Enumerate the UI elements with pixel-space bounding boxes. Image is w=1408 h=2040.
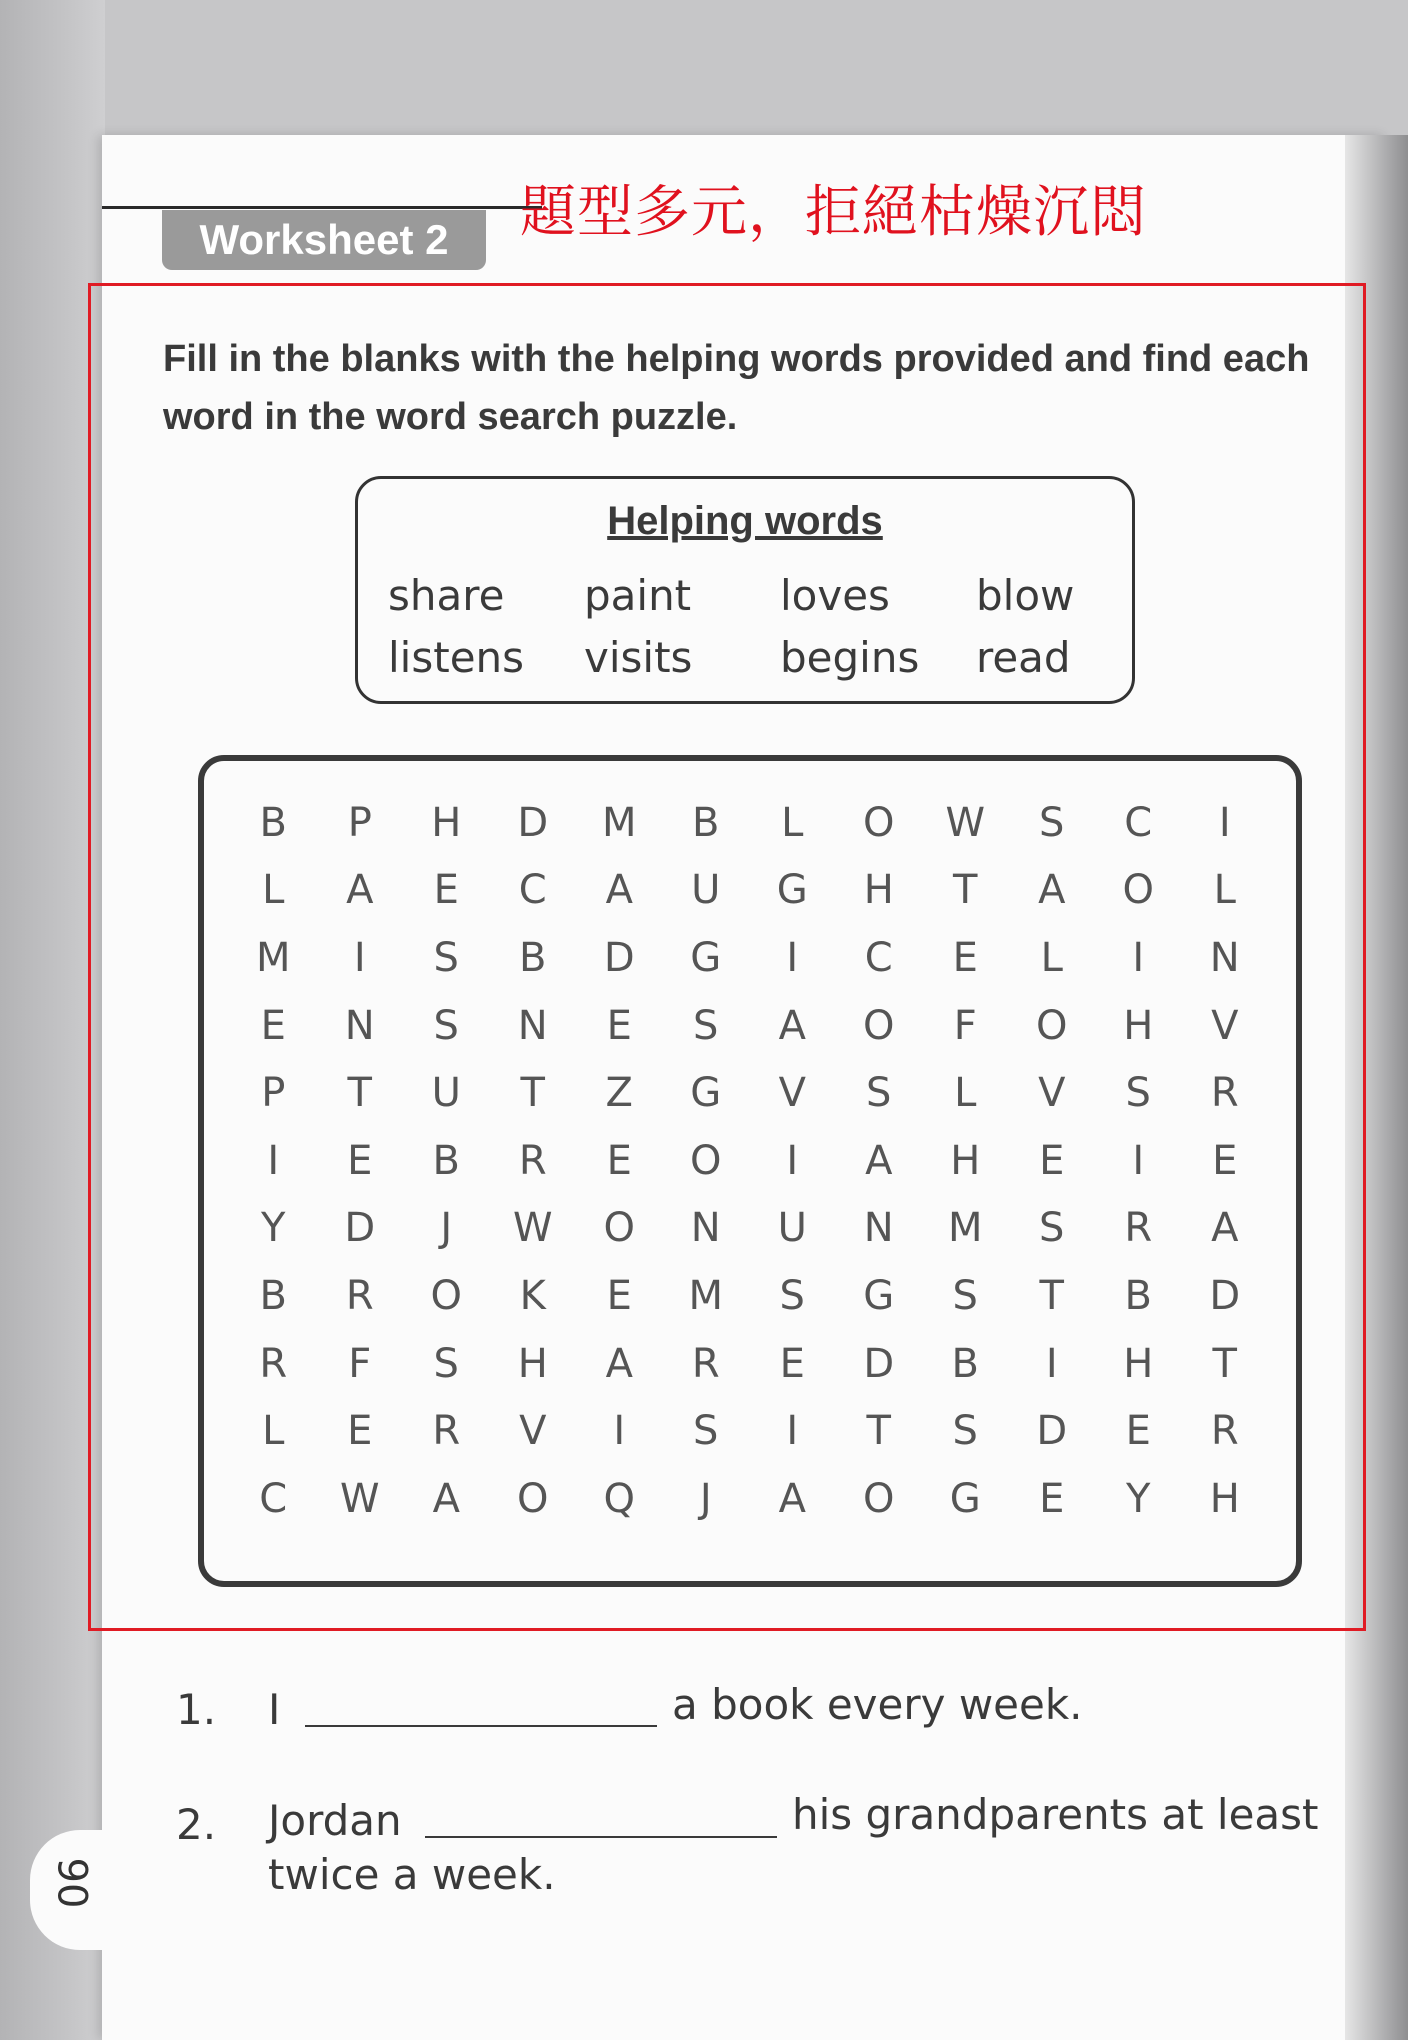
instructions: Fill in the blanks with the helping words provided and find each word in the word search puzzle. [163,338,1310,438]
puzzle-letter: A [432,1475,460,1522]
puzzle-letter: S [866,1070,892,1117]
puzzle-letter: N [690,1205,721,1252]
puzzle-letter: E [779,1340,805,1387]
puzzle-letter: A [1038,867,1066,914]
puzzle-letter: E [347,1137,373,1184]
puzzle-letter: H [517,1340,548,1387]
question-text-after: his grandparents at least [792,1790,1319,1839]
puzzle-letter: D [863,1340,895,1387]
answer-blank[interactable] [425,1836,777,1838]
puzzle-letter: N [517,1002,548,1049]
puzzle-letter: E [433,867,459,914]
puzzle-letter: F [348,1340,372,1387]
puzzle-letter: O [517,1475,549,1522]
puzzle-letter: H [863,867,894,914]
puzzle-letter: B [519,934,547,981]
puzzle-letter: O [430,1272,462,1319]
puzzle-letter: A [346,867,374,914]
puzzle-letter: T [347,1070,372,1117]
helping-words-list [388,571,1088,683]
puzzle-letter: S [433,1002,459,1049]
puzzle-letter: O [863,799,895,846]
puzzle-letter: B [259,799,287,846]
helping-word: share [388,571,505,620]
helping-word: begins [780,633,920,682]
red-annotation: 題型多元，拒絕枯燥沉悶 [520,180,1147,245]
puzzle-letter: S [693,1002,719,1049]
puzzle-letter: R [1210,1408,1239,1455]
helping-word: paint [584,571,692,620]
answer-blank[interactable] [305,1725,657,1727]
puzzle-letter: O [1122,867,1154,914]
puzzle-letter: O [690,1137,722,1184]
puzzle-letter: R [432,1408,461,1455]
puzzle-letter: Y [261,1205,286,1252]
puzzle-letter: J [440,1205,453,1252]
puzzle-letter: S [779,1272,805,1319]
puzzle-letter: G [863,1272,895,1319]
puzzle-letter: R [691,1340,720,1387]
puzzle-letter: M [947,1205,983,1252]
question-number: 1. [176,1685,217,1734]
puzzle-letter: L [781,799,804,846]
puzzle-letter: D [603,934,635,981]
puzzle-letter: T [953,867,978,914]
puzzle-letter: J [699,1475,712,1522]
helping-word: listens [388,633,525,682]
puzzle-letter: E [260,1002,286,1049]
puzzle-letter: C [259,1475,288,1522]
puzzle-letter: A [605,867,633,914]
puzzle-letter: V [778,1070,806,1117]
puzzle-letter: G [690,934,722,981]
word-search-puzzle [198,755,1302,1587]
puzzle-letter: Q [603,1475,635,1522]
helping-word: read [976,633,1071,682]
puzzle-letter: A [605,1340,633,1387]
puzzle-letter: B [1124,1272,1152,1319]
puzzle-letter: E [606,1272,632,1319]
puzzle-letter: I [786,934,799,981]
puzzle-letter: H [950,1137,981,1184]
puzzle-letter: P [261,1070,286,1117]
puzzle-letter: H [1123,1002,1154,1049]
puzzle-letter: F [953,1002,977,1049]
puzzle-letter: B [432,1137,460,1184]
puzzle-letter: S [693,1408,719,1455]
puzzle-letter: G [949,1475,981,1522]
puzzle-letter: O [603,1205,635,1252]
puzzle-letter: B [692,799,720,846]
puzzle-letter: A [778,1002,806,1049]
puzzle-letter: T [1039,1272,1064,1319]
puzzle-letter: E [1039,1475,1065,1522]
puzzle-letter: A [1211,1205,1239,1252]
puzzle-letter: I [1132,1137,1145,1184]
puzzle-letter: R [259,1340,288,1387]
puzzle-letter: L [1213,867,1236,914]
puzzle-letter: W [945,799,986,846]
puzzle-letter: A [778,1475,806,1522]
worksheet-tab: Worksheet 2 [162,210,486,270]
puzzle-letter: N [344,1002,375,1049]
puzzle-letter: M [688,1272,723,1319]
puzzle-letter: M [601,799,637,846]
puzzle-letter: U [431,1070,461,1117]
puzzle-letter: V [519,1408,547,1455]
puzzle-letter: T [866,1408,891,1455]
puzzle-letter: D [344,1205,376,1252]
puzzle-letter: O [863,1002,895,1049]
header-rule [102,206,542,209]
helping-word: visits [584,633,693,682]
puzzle-letter: Y [1126,1475,1151,1522]
puzzle-letter: G [690,1070,722,1117]
puzzle-letter: S [1125,1070,1151,1117]
puzzle-letter: C [518,867,547,914]
puzzle-letter: L [262,867,285,914]
puzzle-letter: H [1209,1475,1240,1522]
puzzle-letter: C [1124,799,1153,846]
puzzle-letter: R [518,1137,547,1184]
puzzle-letter: I [1045,1340,1058,1387]
word-search-grid [230,789,1268,1533]
puzzle-letter: E [1039,1137,1065,1184]
puzzle-letter: K [519,1272,546,1319]
puzzle-letter: C [864,934,893,981]
puzzle-letter: S [433,1340,459,1387]
puzzle-letter: I [786,1408,799,1455]
puzzle-letter: D [1036,1408,1068,1455]
puzzle-letter: E [606,1002,632,1049]
puzzle-letter: Z [605,1070,633,1117]
puzzle-letter: S [1039,1205,1065,1252]
puzzle-letter: R [1210,1070,1239,1117]
puzzle-letter: U [691,867,721,914]
puzzle-letter: S [433,934,459,981]
puzzle-letter: A [865,1137,893,1184]
puzzle-letter: U [777,1205,807,1252]
question-text-after: a book every week. [672,1680,1083,1729]
puzzle-letter: T [520,1070,545,1117]
puzzle-letter: I [267,1137,280,1184]
puzzle-letter: E [1125,1408,1151,1455]
question-text-line2: twice a week. [268,1850,556,1899]
question-text-before: Jordan [268,1796,402,1845]
puzzle-letter: W [339,1475,380,1522]
puzzle-letter: L [1040,934,1063,981]
puzzle-letter: L [954,1070,977,1117]
puzzle-letter: E [606,1137,632,1184]
puzzle-letter: H [1123,1340,1154,1387]
question-number: 2. [176,1800,217,1849]
puzzle-letter: B [259,1272,287,1319]
puzzle-letter: E [1212,1137,1238,1184]
puzzle-letter: O [1036,1002,1068,1049]
question-text-before: I [268,1685,281,1734]
page-number: 90 [48,1857,95,1909]
puzzle-letter: S [952,1408,978,1455]
puzzle-letter: W [512,1205,553,1252]
puzzle-letter: T [1212,1340,1237,1387]
puzzle-letter: D [517,799,549,846]
puzzle-letter: S [952,1272,978,1319]
puzzle-letter: V [1038,1070,1066,1117]
puzzle-letter: I [1218,799,1231,846]
puzzle-letter: I [613,1408,626,1455]
puzzle-letter: I [1132,934,1145,981]
puzzle-letter: O [863,1475,895,1522]
puzzle-letter: I [353,934,366,981]
puzzle-letter: S [1039,799,1065,846]
puzzle-letter: R [1124,1205,1153,1252]
helping-word: loves [780,571,890,620]
helping-words-box [355,476,1135,704]
puzzle-letter: R [345,1272,374,1319]
puzzle-letter: M [255,934,291,981]
puzzle-letter: H [431,799,462,846]
puzzle-letter: D [1209,1272,1241,1319]
puzzle-letter: N [1209,934,1240,981]
puzzle-letter: P [347,799,372,846]
puzzle-letter: L [262,1408,285,1455]
puzzle-letter: E [347,1408,373,1455]
puzzle-letter: E [952,934,978,981]
puzzle-letter: I [786,1137,799,1184]
puzzle-letter: G [776,867,808,914]
puzzle-letter: B [951,1340,979,1387]
puzzle-letter: V [1211,1002,1239,1049]
helping-word: blow [976,571,1075,620]
helping-words-title: Helping words [607,499,883,543]
puzzle-letter: N [863,1205,894,1252]
